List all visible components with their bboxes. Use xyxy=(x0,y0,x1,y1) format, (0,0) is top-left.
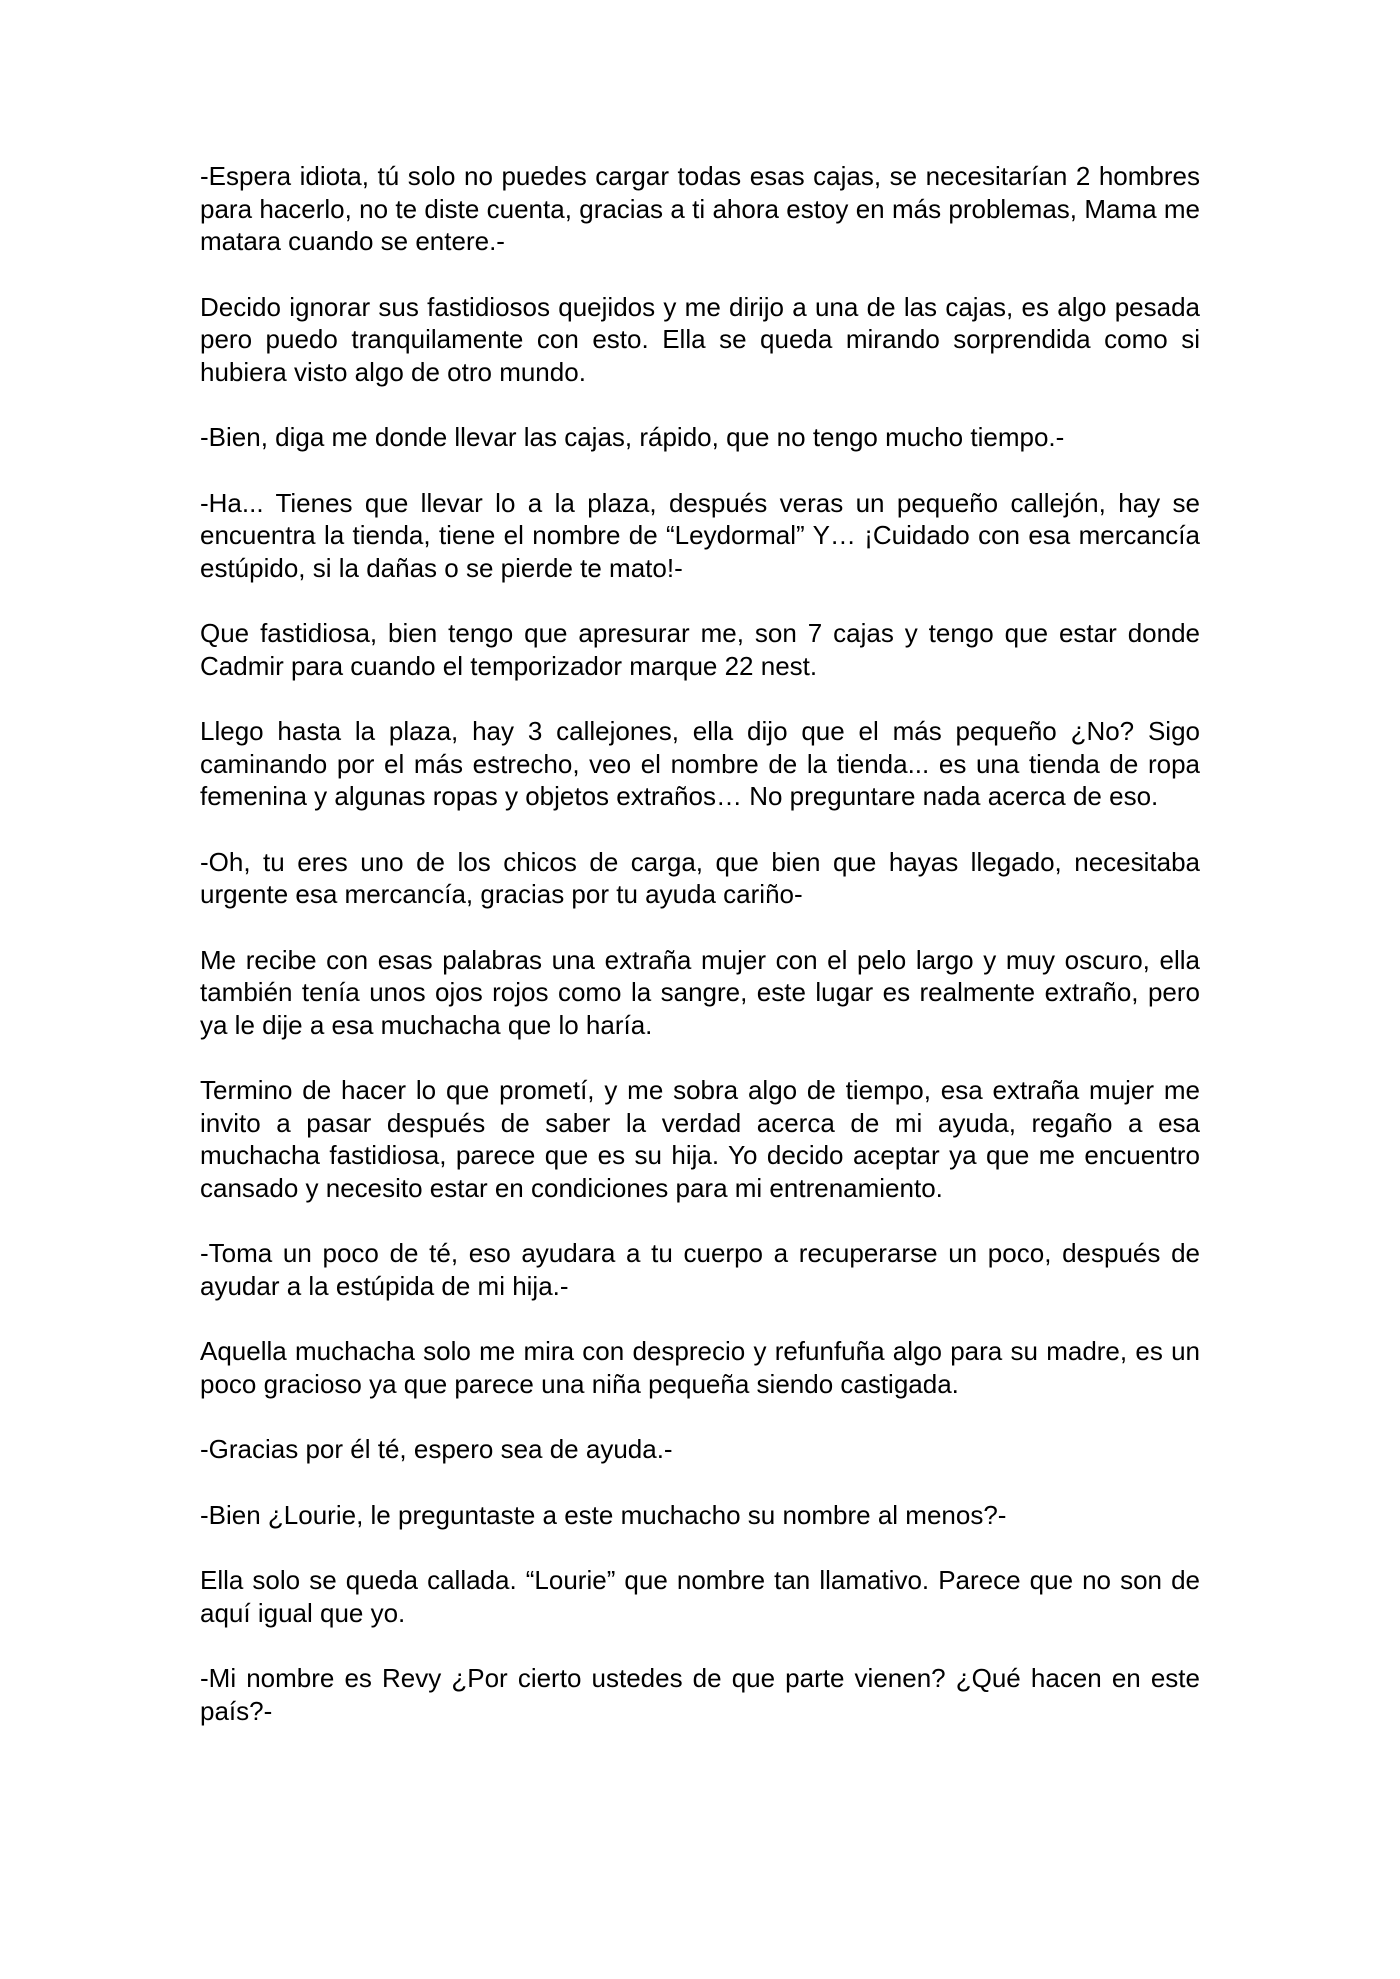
paragraph: -Mi nombre es Revy ¿Por cierto ustedes de que parte vienen? ¿Qué hacen en este país?- xyxy=(200,1663,1200,1726)
paragraph: -Espera idiota, tú solo no puedes cargar todas esas cajas, se necesitarían 2 hombres para hacerlo, no te diste cuenta, gracias a ti ahora estoy en más problemas, Mama me matara cuando se entere.- xyxy=(200,161,1200,256)
paragraph: Llego hasta la plaza, hay 3 callejones, ella dijo que el más pequeño ¿No? Sigo caminando por el más estrecho, veo el nombre de la tienda... es una tienda de ropa femenina y algunas ropas y objetos extraños… No preguntare nada acerca de eso. xyxy=(200,716,1200,811)
paragraph: -Oh, tu eres uno de los chicos de carga, que bien que hayas llegado, necesitaba urgente esa mercancía, gracias por tu ayuda cariño- xyxy=(200,846,1200,909)
paragraph: Que fastidiosa, bien tengo que apresurar me, son 7 cajas y tengo que estar donde Cadmir para cuando el temporizador marque 22 nest. xyxy=(200,618,1200,681)
paragraph: Ella solo se queda callada. “Lourie” que nombre tan llamativo. Parece que no son de aquí igual que yo. xyxy=(200,1565,1200,1628)
paragraph: -Bien, diga me donde llevar las cajas, rápido, que no tengo mucho tiempo.- xyxy=(200,422,1065,452)
paragraph: -Toma un poco de té, eso ayudara a tu cuerpo a recuperarse un poco, después de ayudar a la estúpida de mi hija.- xyxy=(200,1238,1200,1301)
document-page xyxy=(200,160,1200,1820)
paragraph: Me recibe con esas palabras una extraña mujer con el pelo largo y muy oscuro, ella también tenía unos ojos rojos como la sangre, este lugar es realmente extraño, pero ya le dije a esa muchacha que lo haría. xyxy=(200,944,1200,1040)
paragraph: -Bien ¿Lourie, le preguntaste a este muchacho su nombre al menos?- xyxy=(200,1499,1007,1530)
paragraph: Termino de hacer lo que prometí, y me sobra algo de tiempo, esa extraña mujer me invito a pasar después de saber la verdad acerca de mi ayuda, regaño a esa muchacha fastidiosa, parece que es su hija. Yo decido aceptar ya que me encuentro cansado y necesito estar en condiciones para mi entrenamiento. xyxy=(200,1075,1200,1203)
paragraph: -Gracias por él té, espero sea de ayuda.- xyxy=(200,1434,673,1464)
paragraph: Aquella muchacha solo me mira con desprecio y refunfuña algo para su madre, es un poco gracioso ya que parece una niña pequeña siendo castigada. xyxy=(200,1336,1200,1399)
paragraph: -Ha... Tienes que llevar lo a la plaza, después veras un pequeño callejón, hay se encuentra la tienda, tiene el nombre de “Leydormal” Y… ¡Cuidado con esa mercancía estúpido, si la dañas o se pierde te mato!- xyxy=(200,487,1200,583)
paragraph: Decido ignorar sus fastidiosos quejidos y me dirijo a una de las cajas, es algo pesada pero puedo tranquilamente con esto. Ella se queda mirando sorprendida como si hubiera visto algo de otro mundo. xyxy=(200,291,1200,387)
